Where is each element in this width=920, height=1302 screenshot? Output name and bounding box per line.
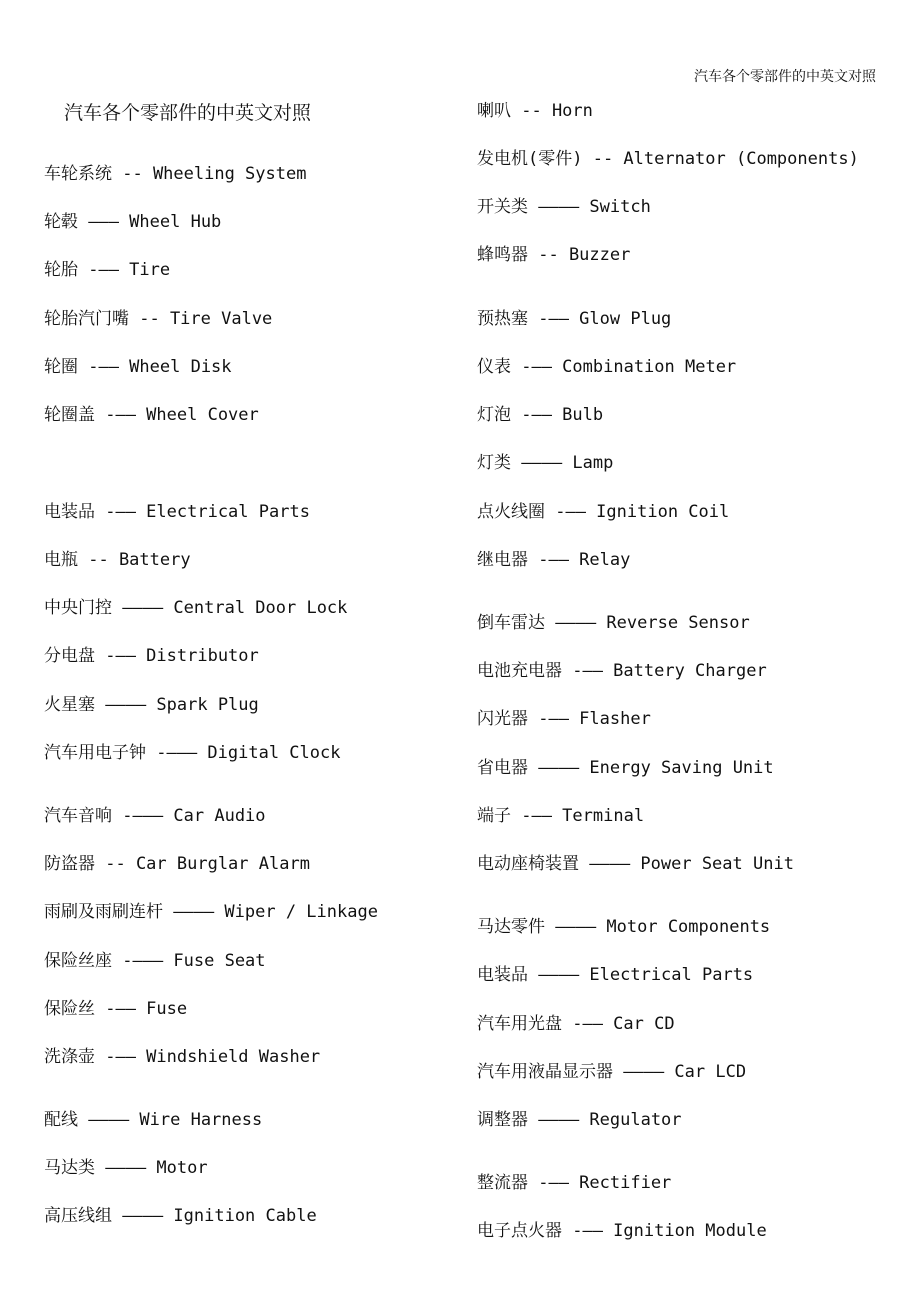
right-entry: 电子点火器 -—— Ignition Module <box>477 1221 767 1241</box>
right-entry: 电动座椅装置 ———— Power Seat Unit <box>477 854 794 874</box>
left-entry: 高压线组 ———— Ignition Cable <box>44 1206 317 1226</box>
left-entry: 中央门控 ———— Central Door Lock <box>44 598 348 618</box>
left-entry: 汽车用电子钟 -——— Digital Clock <box>44 743 341 763</box>
left-entry: 轮圈 -—— Wheel Disk <box>44 357 232 377</box>
right-entry: 仪表 -—— Combination Meter <box>477 357 737 377</box>
left-entry: 雨刷及雨刷连杆 ———— Wiper / Linkage <box>44 902 378 922</box>
left-entry: 电装品 -—— Electrical Parts <box>44 502 310 522</box>
left-entry: 轮毂 ——— Wheel Hub <box>44 212 222 232</box>
right-entry: 蜂鸣器 -- Buzzer <box>477 245 631 265</box>
left-entry: 保险丝 -—— Fuse <box>44 999 188 1019</box>
right-entry: 整流器 -—— Rectifier <box>477 1173 672 1193</box>
right-entry: 灯泡 -—— Bulb <box>477 405 604 425</box>
left-entry: 电瓶 -- Battery <box>44 550 191 570</box>
left-entry: 轮胎汽门嘴 -- Tire Valve <box>44 309 273 329</box>
left-entry: 防盗器 -- Car Burglar Alarm <box>44 854 310 874</box>
left-entry: 轮圈盖 -—— Wheel Cover <box>44 405 259 425</box>
right-entry: 继电器 -—— Relay <box>477 550 631 570</box>
right-entry: 喇叭 -- Horn <box>477 101 593 121</box>
right-entry: 预热塞 -—— Glow Plug <box>477 309 672 329</box>
left-entry: 汽车音响 -——— Car Audio <box>44 806 266 826</box>
left-entry: 火星塞 ———— Spark Plug <box>44 695 259 715</box>
left-entry: 分电盘 -—— Distributor <box>44 646 259 666</box>
right-entry: 倒车雷达 ———— Reverse Sensor <box>477 613 750 633</box>
left-entry: 轮胎 -—— Tire <box>44 260 171 280</box>
right-entry: 汽车用液晶显示器 ———— Car LCD <box>477 1062 747 1082</box>
right-entry: 开关类 ———— Switch <box>477 197 651 217</box>
right-entry: 省电器 ———— Energy Saving Unit <box>477 758 774 778</box>
right-entry: 点火线圈 -—— Ignition Coil <box>477 502 730 522</box>
document-title: 汽车各个零部件的中英文对照 <box>64 102 312 124</box>
right-entry: 电池充电器 -—— Battery Charger <box>477 661 767 681</box>
right-entry: 电装品 ———— Electrical Parts <box>477 965 754 985</box>
right-entry: 调整器 ———— Regulator <box>477 1110 682 1130</box>
right-entry: 端子 -—— Terminal <box>477 806 645 826</box>
running-header: 汽车各个零部件的中英文对照 <box>694 69 876 85</box>
left-entry: 马达类 ———— Motor <box>44 1158 208 1178</box>
left-entry: 车轮系统 -- Wheeling System <box>44 164 307 184</box>
right-entry: 发电机(零件) -- Alternator (Components) <box>477 149 859 169</box>
left-entry: 保险丝座 -——— Fuse Seat <box>44 951 266 971</box>
left-entry: 洗涤壶 -—— Windshield Washer <box>44 1047 321 1067</box>
right-entry: 灯类 ———— Lamp <box>477 453 614 473</box>
right-entry: 汽车用光盘 -—— Car CD <box>477 1014 675 1034</box>
right-entry: 马达零件 ———— Motor Components <box>477 917 771 937</box>
right-entry: 闪光器 -—— Flasher <box>477 709 651 729</box>
left-entry: 配线 ———— Wire Harness <box>44 1110 263 1130</box>
